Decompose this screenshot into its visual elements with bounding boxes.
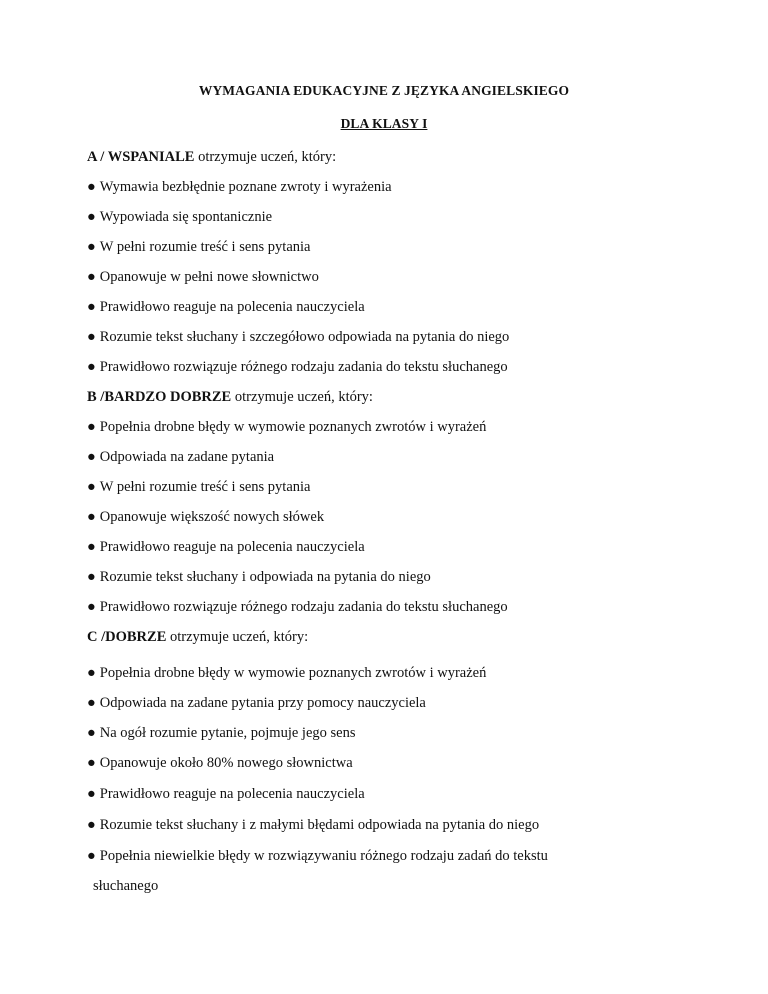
grade-label: C /DOBRZE (87, 629, 167, 645)
list-item: ● Opanowuje około 80% nowego słownictwa (87, 755, 353, 771)
list-item: ● Opanowuje w pełni nowe słownictwo (87, 269, 319, 285)
list-item: ● Popełnia niewielkie błędy w rozwiązywaniu różnego rodzaju zadań do tekstu (87, 848, 548, 864)
bullet-icon: ● (87, 179, 96, 195)
list-item: ● Rozumie tekst słuchany i z małymi błędami odpowiada na pytania do niego (87, 817, 540, 833)
bullet-icon: ● (87, 848, 96, 864)
bullet-icon: ● (87, 665, 96, 681)
list-item: ● Wypowiada się spontanicznie (87, 209, 273, 225)
grade-label: B /BARDZO DOBRZE (87, 389, 232, 405)
grade-label: A / WSPANIALE (87, 149, 195, 165)
document-subtitle: DLA KLASY I (340, 116, 428, 131)
list-item: ● Wymawia bezbłędnie poznane zwroty i wyrażenia (87, 179, 392, 195)
grade-description: otrzymuje uczeń, który: (231, 389, 373, 405)
document-title: WYMAGANIA EDUKACYJNE Z JĘZYKA ANGIELSKIEGO (198, 83, 570, 98)
list-item: ● Odpowiada na zadane pytania (87, 449, 275, 465)
bullet-icon: ● (87, 725, 96, 741)
bullet-icon: ● (87, 755, 96, 771)
list-item: ● Rozumie tekst słuchany i odpowiada na pytania do niego (87, 569, 431, 585)
bullet-icon: ● (87, 599, 96, 615)
list-item-continuation: słuchanego (93, 878, 159, 894)
bullet-icon: ● (87, 299, 96, 315)
bullet-icon: ● (87, 817, 96, 833)
grade-description: otrzymuje uczeń, który: (194, 149, 337, 165)
bullet-icon: ● (87, 695, 96, 711)
list-item: ● Popełnia drobne błędy w wymowie poznanych zwrotów i wyrażeń (87, 665, 487, 681)
bullet-icon: ● (87, 479, 96, 495)
list-item: ● Prawidłowo reaguje na polecenia nauczyciela (87, 786, 365, 802)
list-item: ● Prawidłowo reaguje na polecenia nauczyciela (87, 299, 365, 315)
list-item: ● Na ogół rozumie pytanie, pojmuje jego sens (87, 725, 356, 741)
list-item: ● W pełni rozumie treść i sens pytania (87, 479, 311, 495)
list-item: ● Rozumie tekst słuchany i szczegółowo odpowiada na pytania do niego (87, 329, 510, 345)
list-item: ● Odpowiada na zadane pytania przy pomocy nauczyciela (87, 695, 426, 711)
bullet-icon: ● (87, 359, 96, 375)
list-item: ● W pełni rozumie treść i sens pytania (87, 239, 311, 255)
section-heading-c (87, 628, 308, 646)
bullet-icon: ● (87, 329, 96, 345)
bullet-icon: ● (87, 539, 96, 555)
list-item: ● Popełnia drobne błędy w wymowie poznanych zwrotów i wyrażeń (87, 419, 487, 435)
bullet-icon: ● (87, 209, 96, 225)
bullet-icon: ● (87, 239, 96, 255)
bullet-icon: ● (87, 269, 96, 285)
section-heading-b (87, 388, 373, 406)
list-item: ● Prawidłowo rozwiązuje różnego rodzaju zadania do tekstu słuchanego (87, 359, 508, 375)
bullet-icon: ● (87, 569, 96, 585)
bullet-icon: ● (87, 449, 96, 465)
section-heading-a (87, 148, 336, 166)
list-item: ● Prawidłowo rozwiązuje różnego rodzaju zadania do tekstu słuchanego (87, 599, 508, 615)
bullet-icon: ● (87, 509, 96, 525)
grade-description: otrzymuje uczeń, który: (166, 629, 309, 645)
list-item: ● Opanowuje większość nowych słówek (87, 509, 325, 525)
bullet-icon: ● (87, 419, 96, 435)
bullet-icon: ● (87, 786, 96, 802)
list-item: ● Prawidłowo reaguje na polecenia nauczyciela (87, 539, 365, 555)
